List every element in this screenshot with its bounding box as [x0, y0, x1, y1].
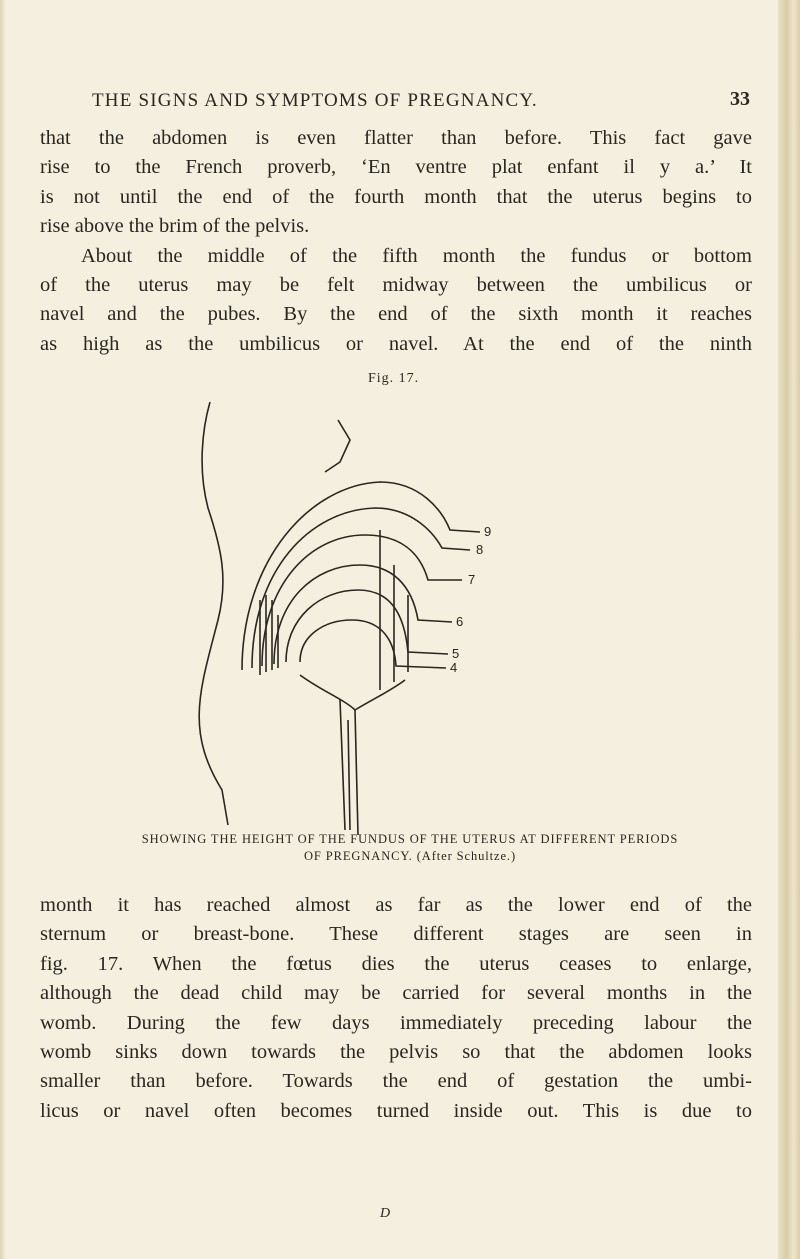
page-right-edge — [778, 0, 800, 1259]
stage-label-7: 7 — [468, 572, 476, 587]
stage-label-5: 5 — [452, 646, 460, 661]
sternum-tip — [325, 420, 350, 472]
text-line: sternum or breast-bone. These different stages are seen in — [40, 923, 752, 946]
stage-label-8: 8 — [476, 542, 484, 557]
text-line: although the dead child may be carried for several months in the — [40, 982, 752, 1005]
paragraph-top — [40, 124, 752, 359]
fundus-curve-5 — [286, 590, 448, 662]
fundus-curve-8 — [252, 508, 470, 668]
page-number: 33 — [730, 88, 750, 110]
text-line: About the middle of the fifth month the fundus or bottom — [81, 244, 752, 267]
text-line: rise to the French proverb, ‘En ventre plat enfant il y a.’ It — [40, 156, 752, 179]
text-line: navel and the pubes. By the end of the sixth month it reaches — [40, 303, 752, 326]
cervix — [300, 675, 405, 710]
text-line: womb. During the few days immediately preceding labour the — [40, 1011, 752, 1034]
text-line: month it has reached almost as far as the lower end of the — [40, 894, 752, 916]
running-head: THE SIGNS AND SYMPTOMS OF PREGNANCY. — [92, 90, 538, 111]
text-line: of the uterus may be felt midway between the umbilicus or — [40, 274, 752, 297]
page-left-edge — [0, 0, 6, 1259]
stage-label-4: 4 — [450, 660, 458, 675]
figure-caption — [85, 831, 735, 865]
text-line: fig. 17. When the fœtus dies the uterus ceases to enlarge, — [40, 952, 752, 975]
text-line: womb sinks down towards the pelvis so that the abdomen looks — [40, 1041, 752, 1064]
page-header — [38, 88, 750, 118]
abdomen-outline — [199, 402, 228, 825]
text-line: as high as the umbilicus or navel. At the end of the ninth — [40, 332, 752, 355]
text-line: that the abdomen is even flatter than before. This fact gave — [40, 127, 752, 149]
fundus-curve-4 — [300, 620, 446, 668]
text-line: is not until the end of the fourth month that the uterus begins to — [40, 185, 752, 208]
fundus-height-diagram — [180, 390, 540, 835]
paragraph-bottom — [40, 891, 752, 1126]
text-line: licus or navel often becomes turned inside out. This is due to — [40, 1099, 752, 1122]
fundus-curve-6 — [274, 565, 452, 664]
signature-mark: D — [380, 1206, 391, 1221]
caption-line: SHOWING THE HEIGHT OF THE FUNDUS OF THE UTERUS AT DIFFERENT PERIODS — [141, 832, 679, 846]
stage-label-6: 6 — [456, 614, 464, 629]
caption-line: OF PREGNANCY. (After Schultze.) — [303, 849, 517, 863]
text-line: rise above the brim of the pelvis. — [40, 215, 310, 238]
stage-label-9: 9 — [484, 524, 492, 539]
text-line: smaller than before. Towards the end of gestation the umbi- — [40, 1070, 752, 1093]
figure-label: Fig. 17. — [368, 371, 420, 386]
